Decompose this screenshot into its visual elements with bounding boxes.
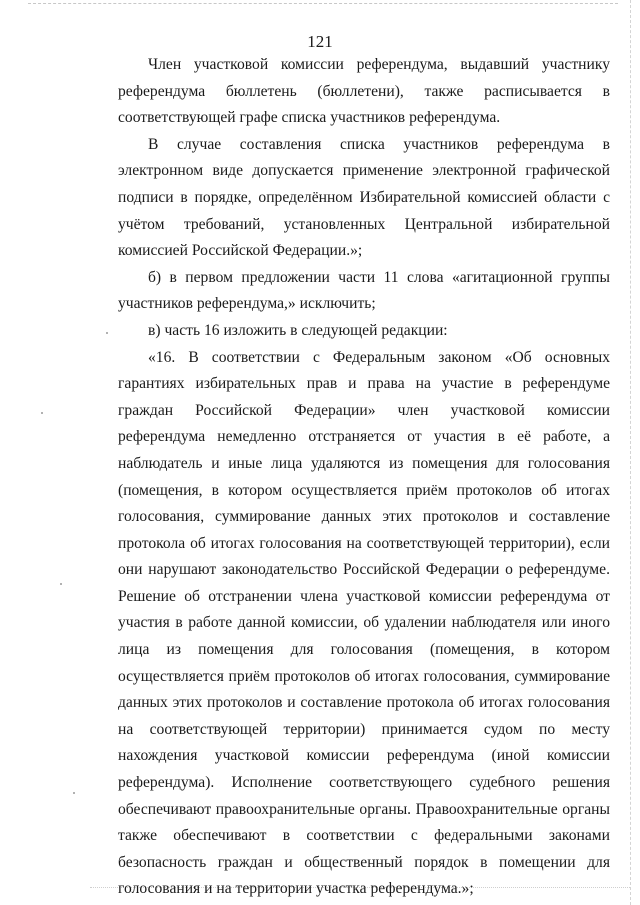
scan-speck [41, 412, 43, 414]
paragraph-ballot-signature: Член участковой комиссии референдума, выдавший участнику референдума бюллетень (бюллетени), также расписывается в соответствующей графе списка участников референдума. [118, 56, 610, 127]
paragraph-electronic-signature: В случае составления списка участников референдума в электронном виде допускается применение электронной графической подписи в порядке, определённом Избирательной комиссией области с учётом требований, установленных Центральной избирательной комиссией Российской Федерации.»; [118, 135, 610, 260]
paragraph-amendment-b: б) в первом предложении части 11 слова «агитационной группы участников референдума,» исключить; [118, 268, 610, 313]
document-body [118, 52, 610, 903]
page-number: 121 [307, 32, 333, 51]
scan-edge-right [630, 0, 631, 905]
paragraph-amendment-c: в) часть 16 изложить в следующей редакции: [148, 321, 448, 339]
scan-speck [73, 792, 75, 794]
scan-speck [106, 332, 108, 334]
scan-edge-top [28, 3, 618, 4]
paragraph-part-16: «16. В соответствии с Федеральным законом «Об основных гарантиях избирательных прав и права на участие в референдуме граждан Российской Федерации» член участковой комиссии референдума немедленно отстраняется от участия в её работе, а наблюдатель и иные лица удаляются из помещения для голосования (помещения, в котором осуществляется приём протоколов об итогах голосования, суммирование данных этих протоколов и составление протокола об итогах голосования на соответствующей территории), если они нарушают законодательство Российской Федерации о референдуме. Решение об отстранении члена участковой комиссии референдума от участия в работе данной комиссии, об удалении наблюдателя или иного лица из помещения для голосования (помещения, в котором осуществляется приём протоколов об итогах голосования, суммирование данных этих протоколов и составление протокола об итогах голосования на соответствующей территории) принимается судом по месту нахождения участковой комиссии референдума (иной комиссии референдума). Исполнение соответствующего судебного решения обеспечивают правоохранительные органы. Правоохранительные органы также обеспечивают в соответствии с федеральными законами безопасность граждан и общественный порядок в помещении для голосования и на территории участка референдума.»; [118, 348, 610, 898]
scan-speck [60, 583, 62, 585]
